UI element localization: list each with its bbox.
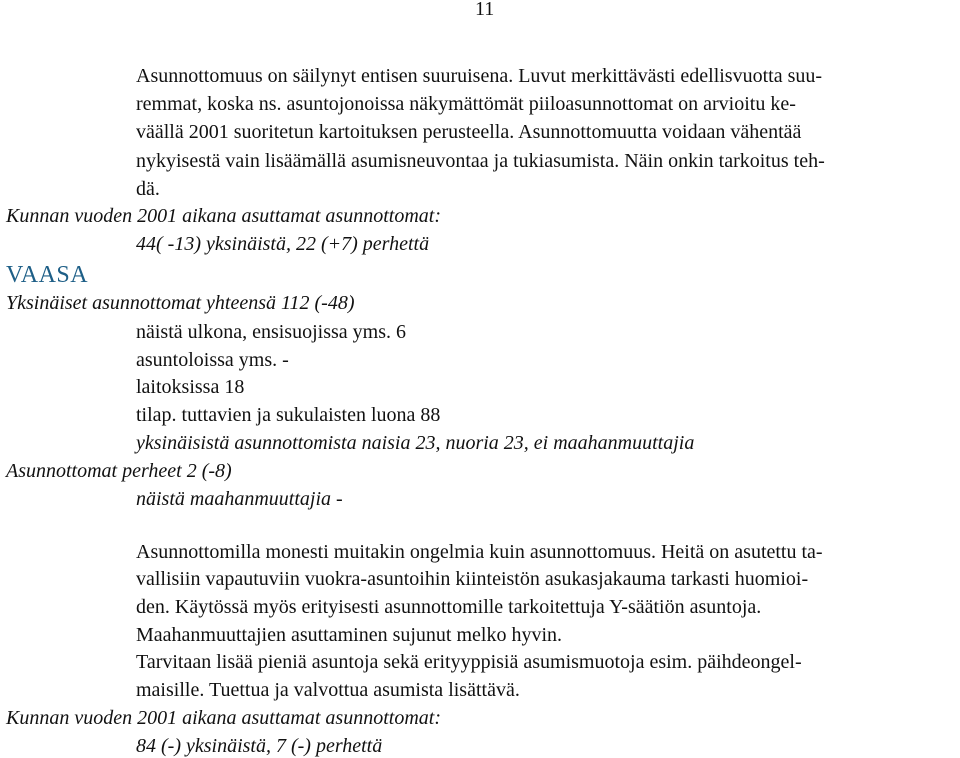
paragraph-line: den. Käytössä myös erityisesti asunnottomille tarkoitettuja Y-säätiön asuntoja.	[136, 596, 762, 618]
vaasa-housed-values: 84 (-) yksinäistä, 7 (-) perhettä	[136, 735, 383, 757]
vaasa-housed-label: Kunnan vuoden 2001 aikana asuttamat asunnottomat:	[6, 707, 441, 729]
paragraph-line: remmat, koska ns. asuntojonoissa näkymättömät piiloasunnottomat on arvioitu ke-	[136, 93, 796, 115]
paragraph-line: nykyisestä vain lisäämällä asumisneuvontaa ja tukiasumista. Näin onkin tarkoitus teh-	[136, 150, 825, 172]
singles-outdoors: näistä ulkona, ensisuojissa yms. 6	[136, 321, 406, 343]
paragraph-line: vallisiin vapautuviin vuokra-asuntoihin kiinteistön asukasjakauma tarkasti huomioi-	[136, 568, 809, 590]
housed-label: Kunnan vuoden 2001 aikana asuttamat asunnottomat:	[6, 205, 441, 227]
paragraph-line: dä.	[136, 178, 160, 200]
families-total: Asunnottomat perheet 2 (-8)	[6, 460, 232, 482]
paragraph-line: Asunnottomuus on säilynyt entisen suuruisena. Luvut merkittävästi edellisvuotta suu-	[136, 65, 823, 87]
page-number: 11	[475, 0, 495, 20]
paragraph-line: Asunnottomilla monesti muitakin ongelmia kuin asunnottomuus. Heitä on asutettu ta-	[136, 541, 823, 563]
families-immigrants: näistä maahanmuuttajia -	[136, 488, 343, 510]
singles-institutions: laitoksissa 18	[136, 376, 245, 398]
singles-total: Yksinäiset asunnottomat yhteensä 112 (-48)	[6, 292, 355, 314]
city-heading: VAASA	[6, 262, 89, 288]
paragraph-line: maisille. Tuettua ja valvottua asumista lisättävä.	[136, 679, 520, 701]
singles-temporary: tilap. tuttavien ja sukulaisten luona 88	[136, 404, 441, 426]
singles-breakdown: yksinäisistä asunnottomista naisia 23, nuoria 23, ei maahanmuuttajia	[136, 432, 695, 454]
paragraph-line: väällä 2001 suoritetun kartoituksen perusteella. Asunnottomuutta voidaan vähentää	[136, 121, 802, 143]
singles-dormitories: asuntoloissa yms. -	[136, 349, 289, 371]
paragraph-line: Maahanmuuttajien asuttaminen sujunut melko hyvin.	[136, 624, 563, 646]
housed-values: 44( -13) yksinäistä, 22 (+7) perhettä	[136, 233, 430, 255]
paragraph-line: Tarvitaan lisää pieniä asuntoja sekä erityyppisiä asumismuotoja esim. päihdeongel-	[136, 651, 802, 673]
